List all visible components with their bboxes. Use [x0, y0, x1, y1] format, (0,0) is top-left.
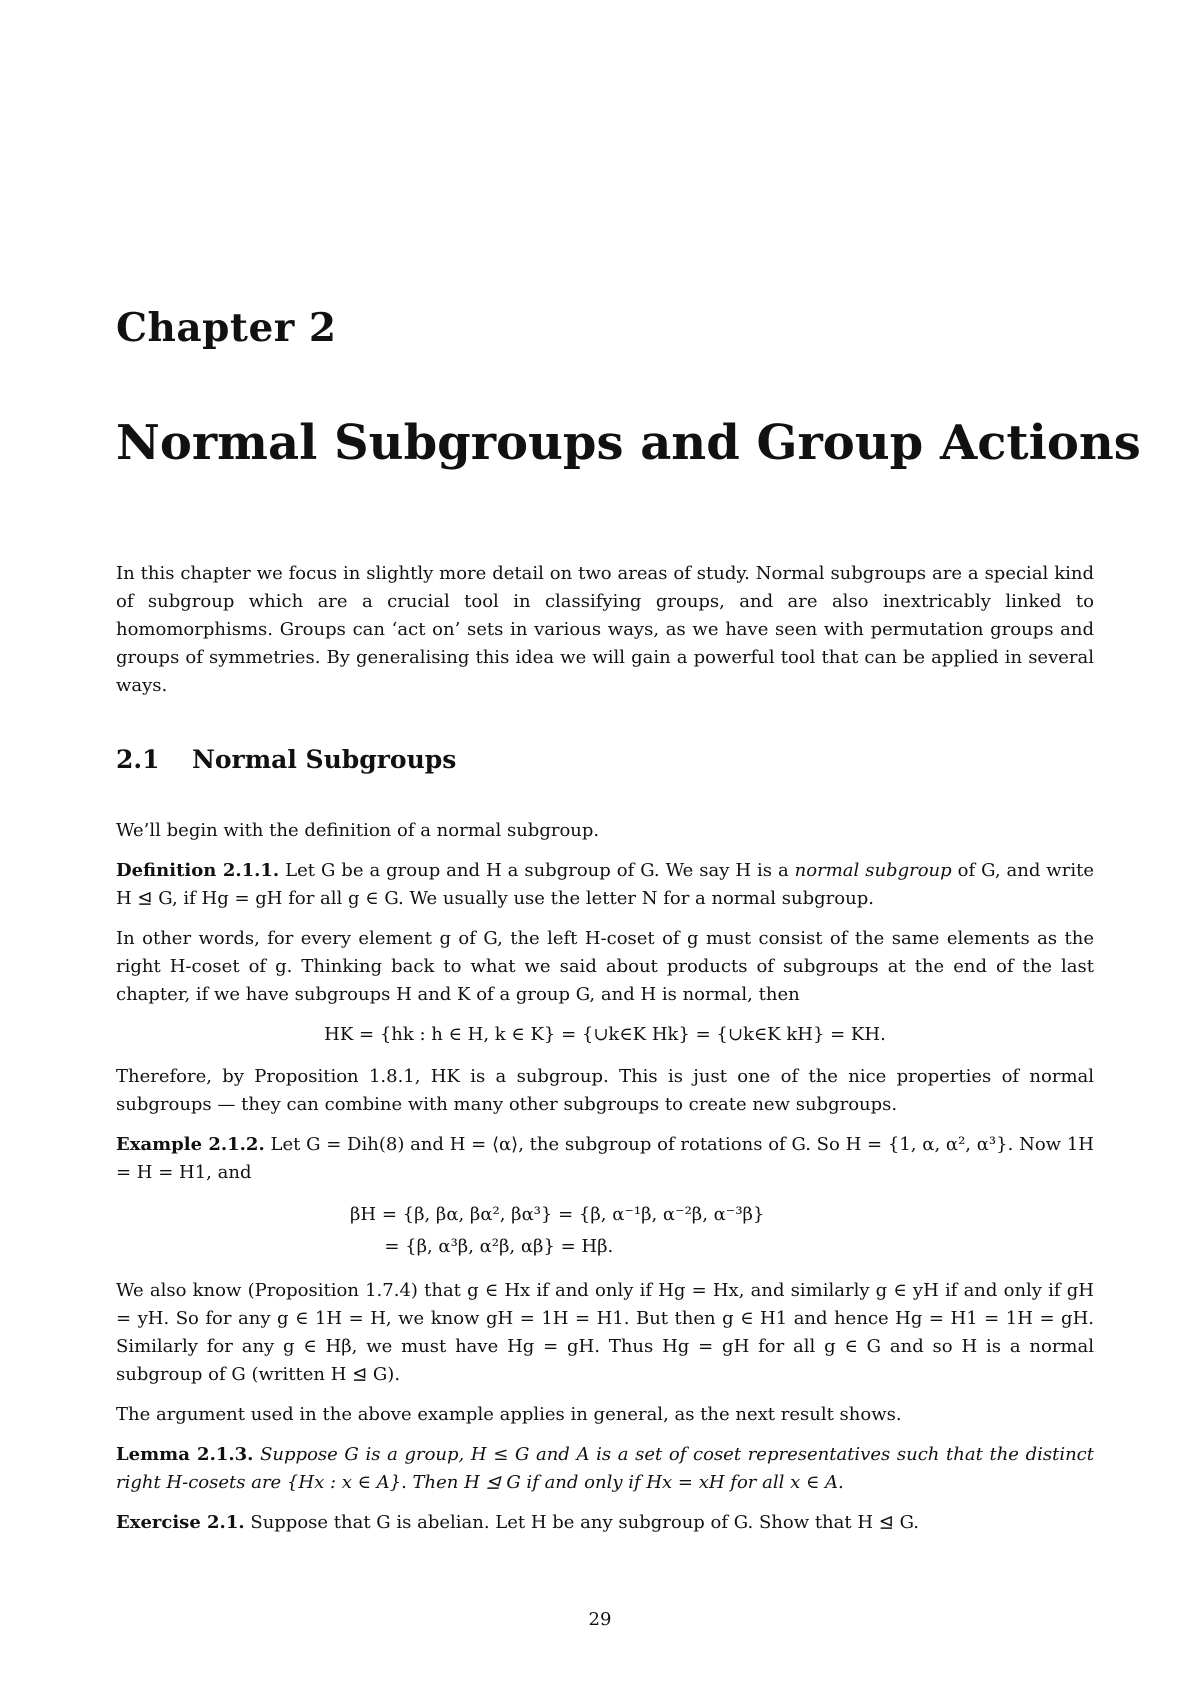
- chapter-title: Normal Subgroups and Group Actions: [116, 415, 1141, 471]
- lead-paragraph: We’ll begin with the definition of a normal subgroup.: [116, 820, 600, 841]
- section-heading: [116, 745, 456, 774]
- we-also-know-paragraph: We also know (Proposition 1.7.4) that g ∈ Hx if and only if Hg = Hx, and similarly g ∈ yH if and only if gH = yH. So for any g ∈ 1H = H, we know gH = 1H = H1. But then g ∈ H1 and hence Hg = H1 = 1H = gH. Similarly for any g ∈ Hβ, we must have Hg = gH. Thus Hg = gH for all g ∈ G and so H is a normal subgroup of G (written H ⊴ G).: [116, 1280, 1094, 1385]
- example-text: Let G = Dih(8) and H = ⟨α⟩, the subgroup of rotations of G. So H = {1, α, α², α³}. Now 1H = H = H1, and: [116, 1134, 1094, 1183]
- definition-label: Definition 2.1.1.: [116, 860, 280, 881]
- section-body: [116, 817, 1094, 1549]
- exercise-text: Suppose that G is abelian. Let H be any subgroup of G. Show that H ⊴ G.: [250, 1512, 920, 1533]
- exercise-block: [116, 1509, 1094, 1537]
- chapter-label: Chapter 2: [116, 305, 337, 351]
- definition-text-b: of G, and write H ⊴ G, if Hg = gH for all g ∈ G. We usually use the letter N for a normal subgroup.: [116, 860, 1094, 909]
- example-label: Example 2.1.2.: [116, 1134, 265, 1155]
- example-block: [116, 1131, 1094, 1187]
- page-number: 29: [588, 1609, 612, 1630]
- definition-block: [116, 857, 1094, 913]
- definition-term: normal subgroup: [794, 860, 952, 881]
- example-equation-line-2: = {β, α³β, α²β, αβ} = Hβ.: [350, 1236, 614, 1257]
- lemma-block: [116, 1441, 1094, 1497]
- section-title: Normal Subgroups: [192, 745, 457, 774]
- other-words-paragraph: In other words, for every element g of G, the left H-coset of g must consist of the same elements as the right H-coset of g. Thinking back to what we said about products of subgroups at the end of the last chapter, if we have subgroups H and K of a group G, and H is normal, then: [116, 928, 1094, 1005]
- section-number: 2.1: [116, 745, 160, 774]
- intro-paragraph: In this chapter we focus in slightly more detail on two areas of study. Normal subgroups are a special kind of subgroup which are a crucial tool in classifying groups, and are also inextricably linked to homomorphisms. Groups can ‘act on’ sets in various ways, as we have seen with permutation groups and groups of symmetries. By generalising this idea we will gain a powerful tool that can be applied in several ways.: [116, 563, 1094, 696]
- definition-text-a: Let G be a group and H a subgroup of G. We say H is a: [285, 860, 789, 881]
- example-equation: [350, 1199, 1094, 1263]
- exercise-label: Exercise 2.1.: [116, 1512, 245, 1533]
- argument-paragraph: The argument used in the above example applies in general, as the next result shows.: [116, 1404, 902, 1425]
- example-equation-line-1: βH = {β, βα, βα², βα³} = {β, α⁻¹β, α⁻²β, α⁻³β}: [350, 1204, 765, 1225]
- lemma-label: Lemma 2.1.3.: [116, 1444, 254, 1465]
- therefore-paragraph: Therefore, by Proposition 1.8.1, HK is a subgroup. This is just one of the nice properties of normal subgroups — they can combine with many other subgroups to create new subgroups.: [116, 1066, 1094, 1115]
- hk-equation: HK = {hk : h ∈ H, k ∈ K} = {∪k∈K Hk} = {∪k∈K kH} = KH.: [324, 1024, 886, 1045]
- lemma-text: Suppose G is a group, H ≤ G and A is a set of coset representatives such that the distinct right H-cosets are {Hx : x ∈ A}. Then H ⊴ G if and only if Hx = xH for all x ∈ A.: [116, 1444, 1094, 1493]
